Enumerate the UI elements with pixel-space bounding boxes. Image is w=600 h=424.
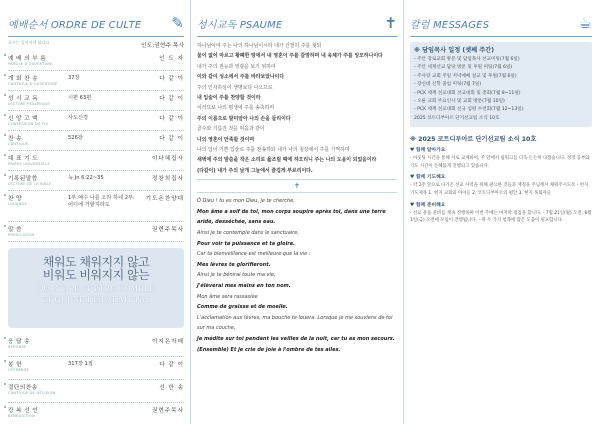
psalm-fr-line: Car ta bienveillance est meilleure que la vie : (197, 251, 311, 258)
cross-icon: ✝ (384, 14, 397, 32)
bullet-dot (4, 360, 6, 362)
schedule-item: - PCK 세계 선교대회 선교대회 및 총회(7월 8~11일) (414, 90, 521, 96)
service-item-name (8, 193, 68, 206)
service-item-label: 찬 송 (8, 136, 22, 142)
service-list-top (8, 51, 184, 242)
banner-ko-line-1: 채워도 채워지지 않고 (42, 255, 150, 269)
service-item-french: PAROLE D'OUVERTURE (8, 62, 53, 66)
service-item-name (8, 153, 68, 166)
service-item-detail: 37장 (68, 75, 80, 81)
psalm-fr-line: Ainsi je te bénirai toute ma vie, (197, 272, 276, 279)
service-row (8, 191, 184, 222)
psalm-ko-line: 이러므로 나의 평생에 주를 송축하며 (197, 105, 275, 112)
bullet-dot (4, 114, 6, 116)
psalm-fr-line: Comme de graisse et de moelle. (197, 304, 288, 311)
service-item-leader: 다 같 이 (159, 362, 184, 368)
service-item-name (8, 53, 68, 66)
service-item-name (8, 133, 68, 146)
news-body: - 선교 물품 준비를 계속 진행하며 이번 주에는 마지막 점검을 합니다. - 7월 21일(월) 오전, 8월 1일(금) 오전에 모임이 진행됩니다. - 위 두 가지 항목에 많은 도움이 필요합니다. (410, 210, 592, 224)
news-body: - 아웃팅 시간을 통해 서로 교제하며, 주 안에서 팀워크를 더욱 든든히 다졌습니다. 성경 공부와 기도 시간이 은혜롭게 진행되고 있습니다. (410, 156, 590, 169)
service-item-leader: 이지은자매 (151, 339, 184, 345)
schedule-title: ※ 담임목사 일정 (셋째 주간) (414, 47, 495, 54)
psalm-french (197, 196, 397, 355)
psalm-ko-line: 내 입술이 주를 찬양할 것이라 (197, 95, 261, 102)
leader-label: 인도:권현주 목사 (141, 43, 184, 49)
service-list-bottom (8, 334, 184, 424)
news-title: ※ 2025 코트디부아르 단기선교팀 소식 10호 (410, 136, 537, 144)
psalm-fr-line: Mon âme a soif de toi, mon corps soupire après toi, dans une terre aride, desséchée, sans eau. (197, 208, 386, 226)
psalm-fr-line: Ô Dieu ! tu es mon Dieu, je te cherche, (197, 198, 295, 205)
psalm-fr-line: Ainsi je te contemple dans le sanctuaire, (197, 230, 299, 237)
service-item-name (8, 73, 68, 86)
service-item-french: CANTIQUE D'OUVERTURE (8, 82, 58, 86)
service-item-french: BÉNÉDICTION (8, 414, 36, 418)
service-row (8, 334, 184, 357)
service-item-french: CANTIQUE DE DÉCISION (8, 391, 56, 395)
service-row (8, 380, 184, 403)
service-item-name (8, 405, 68, 418)
psalm-ko-line: 나의 입이 기쁜 입술로 주를 찬송하되 내가 나의 침상에서 주를 기억하며 (197, 147, 350, 154)
service-item-label: 개 회 찬 송 (8, 76, 39, 82)
bullet-dot (4, 74, 6, 76)
service-item-detail: 1부:예수 나를 오라 하네 2부:어디에 거할지라도 (68, 195, 135, 208)
service-item-french: PRÉDICATION (8, 233, 35, 237)
schedule-list (414, 56, 588, 123)
service-item-detail (68, 405, 136, 406)
order-header (8, 10, 184, 37)
schedule-item: - 주안 장로교회 방문 및 담임목사 선교미팅(7월 6일) (414, 57, 520, 62)
standing-note: 표시는 일어서서 합니다 (8, 40, 50, 45)
psalm-ko-line: (다같이) 내가 주의 날개 그늘에서 즐겁게 부르리이다. (197, 167, 313, 174)
service-item-leader: 다 같 이 (159, 116, 184, 122)
psalm-ko-line: 이와 같이 성소에서 주를 바라보았나이다 (197, 74, 285, 81)
bullet-dot (4, 94, 6, 96)
service-row (8, 111, 184, 131)
service-item-french: PRIÈRE UNIVERSELLE (8, 162, 50, 166)
banner-fr-line-2: ET QUI NE DISPARAÎT PAS (41, 295, 151, 304)
bullet-dot (4, 194, 6, 196)
psalm-ko-line: 새벽에 주의 말씀을 작은 소리로 읊조릴 때에 하오리니 주는 나의 도움이 되었음이라 (197, 157, 377, 164)
service-item-french: LOUANGE (8, 202, 27, 206)
service-item-french: CONFESSION DE FOI (8, 122, 49, 126)
bullet-dot (4, 174, 6, 176)
psalm-ko-line: 골수와 기름진 것을 먹음과 같이 (197, 126, 265, 133)
bullet-dot (4, 406, 6, 408)
messages-header (410, 10, 592, 37)
service-item-leader: 정찬희집사 (151, 176, 184, 182)
pastor-schedule-box (410, 42, 592, 127)
psalm-ko-line: 물이 없어 마르고 황폐한 땅에서 내 영혼이 주를 갈망하며 내 육체가 주를 앙모하나이다 (197, 53, 383, 60)
schedule-item: - 주안 세계선교 담당 방문 및 후원 미팅(7월 6일) (414, 65, 513, 71)
service-item-french: LECTURE PSALMIQUE (8, 102, 50, 106)
schedule-item: - PCK 세계 선교대회 신규 임원 수련회(7월 12~13일) (414, 107, 524, 113)
service-item-leader: 다 같 이 (159, 96, 184, 102)
service-item-detail (68, 153, 136, 154)
bullet-dot (4, 337, 6, 339)
service-item-label: 대 표 기 도 (8, 156, 39, 162)
psalm-fr-line: J'élèverai mes mains en ton nom. (197, 283, 291, 290)
psalm-column (190, 0, 404, 424)
news-heading: ♥ 함께 기도해요 (410, 175, 446, 181)
schedule-item: - 오륜 교회 주요인사 및 교회 방문(7월 10일) (414, 99, 505, 105)
service-row (8, 71, 184, 91)
schedule-item: - 장신대 신학 졸업 미팅(7월 7일) (414, 82, 482, 88)
schedule-item: 2025 코트디부아르 단기선교팀 소식 10호 (414, 115, 500, 121)
order-header-title: 예배순서 ORDRE DE CULTE (8, 19, 142, 31)
service-item-label: 강 복 선 언 (8, 408, 39, 414)
psalm-ko-line: 주의 인자하심이 생명보다 나으므로 (197, 84, 273, 91)
service-item-leader: 권현주목사 (151, 408, 184, 414)
news-list (410, 147, 592, 225)
service-item-name (8, 173, 68, 186)
messages-column (404, 0, 600, 424)
bullet-dot (4, 134, 6, 136)
service-item-label: 성 시 교 독 (8, 96, 39, 102)
psalm-korean (197, 41, 397, 176)
psalm-ko-line: 내가 주의 권능과 영광을 보기 위하여 (197, 63, 276, 70)
psalm-ko-line: 하나님이여 주는 나의 하나님이시라 내가 간절히 주를 찾되 (197, 43, 322, 49)
service-item-detail (68, 336, 136, 337)
psalm-divider (197, 179, 397, 193)
service-row (8, 131, 184, 151)
service-item-detail: 317장 1절 (68, 361, 93, 367)
service-item-name (8, 359, 68, 372)
service-row (8, 151, 184, 171)
news-heading: ♥ 함께 알아가요 (410, 148, 446, 154)
service-item-detail: 시편 63편 (68, 95, 92, 101)
service-row (8, 51, 184, 71)
news-heading: ♥ 함께 준비해요 (410, 202, 446, 208)
psalm-ko-line: 나의 영혼이 만족할 것이며 (197, 136, 255, 143)
service-item-name (8, 382, 68, 395)
psalm-fr-line: Mes lèvres te glorifieront. (197, 261, 271, 268)
cross-divider-icon: ✝ (294, 182, 300, 191)
service-item-detail (68, 382, 136, 383)
service-item-french: OFFRANDE (8, 368, 30, 372)
psalm-ko-line: 주의 이름으로 말미암아 나의 손을 들리이다 (197, 115, 291, 122)
service-row (8, 91, 184, 111)
theme-banner (8, 248, 184, 328)
psalm-fr-line: (Ensemble) Et je crie de joie à l'ombre de tes ailes. (197, 346, 341, 353)
news-body: - 약 2주 앞으로 다가온 선교 사역을 위해 필요한 것들과 재정을 주님께서 채워주시도록 - 현지 기도제목 1. 현지 교회와 아이들 2. 코트디부아르의 평안 3. 현지 목회자들 (410, 183, 589, 197)
bullet-dot (4, 54, 6, 56)
service-row (8, 403, 184, 424)
coffee-cup-icon: ☕ (578, 14, 592, 32)
psalm-fr-line: L'acclamation aux lèvres, ma bouche te louera. Lorsque je me souviens de toi sur ma couche, (197, 314, 393, 332)
service-item-leader: 이다혜집사 (151, 156, 184, 162)
service-item-detail: 526장 (68, 135, 83, 141)
service-item-label: 결단의찬송 (8, 385, 38, 391)
leader-row (8, 37, 184, 51)
service-item-leader: 선 한 송 (159, 385, 184, 391)
service-item-name (8, 224, 68, 237)
psalm-fr-line: Mon âme sera rassasiée (197, 293, 258, 300)
service-row (8, 171, 184, 191)
service-item-label: 예 배 의 부 름 (8, 56, 47, 62)
service-item-label: 기록된말씀 (8, 176, 38, 182)
messages-header-title: 칼럼 MESSAGES (410, 19, 490, 31)
banner-fr-line-1: QUI NE PEUT ÊTRE COMBLÉ (37, 284, 155, 293)
service-item-label: 말 씀 (8, 227, 22, 233)
pen-icon: ✎ (171, 14, 184, 32)
service-item-leader: 다 같 이 (159, 136, 184, 142)
bullet-dot (4, 383, 6, 385)
banner-ko-line-2: 비워도 비워지지 않는 (42, 268, 150, 282)
service-item-name (8, 336, 68, 349)
service-item-detail (68, 224, 136, 225)
service-item-label: 신 앙 고 백 (8, 116, 39, 122)
psalm-fr-line: Pour voir ta puissance et ta gloire. (197, 240, 296, 247)
order-of-worship-column (0, 0, 190, 424)
service-item-french: CANTIQUE (8, 142, 29, 146)
bullet-dot (4, 154, 6, 156)
schedule-item: - 주사랑 교회 주일 저녁예배 설교 및 후원(7월 6일) (414, 73, 517, 79)
psalm-fr-line: Je médite sur toi pendant les veilles de la nuit, car tu es mon secours. (197, 336, 395, 342)
service-item-name (8, 93, 68, 106)
service-item-label: 봉 헌 (8, 362, 22, 368)
service-item-detail (68, 53, 136, 54)
service-item-leader: 인 도 자 (159, 56, 184, 62)
service-item-name (8, 113, 68, 126)
service-item-french: LECTURE DE LA BIBLE (8, 182, 52, 186)
service-item-detail: 눅 Jn 6:22~35 (68, 175, 104, 181)
service-item-french: RÉPONSE (8, 345, 27, 349)
service-row (8, 222, 184, 242)
service-item-detail: 사도신경 (68, 115, 89, 121)
psalm-header (197, 10, 397, 37)
service-item-label: 찬 양 (8, 196, 22, 202)
psalm-header-title: 성시교독 PSAUME (197, 19, 283, 31)
bullet-dot (4, 225, 6, 227)
service-item-leader: 다 같 이 (159, 76, 184, 82)
service-item-label: 응 답 송 (8, 339, 30, 345)
service-row (8, 357, 184, 380)
service-item-leader: 기도온찬양대 (145, 196, 184, 202)
service-item-leader: 권현주목사 (151, 227, 184, 233)
